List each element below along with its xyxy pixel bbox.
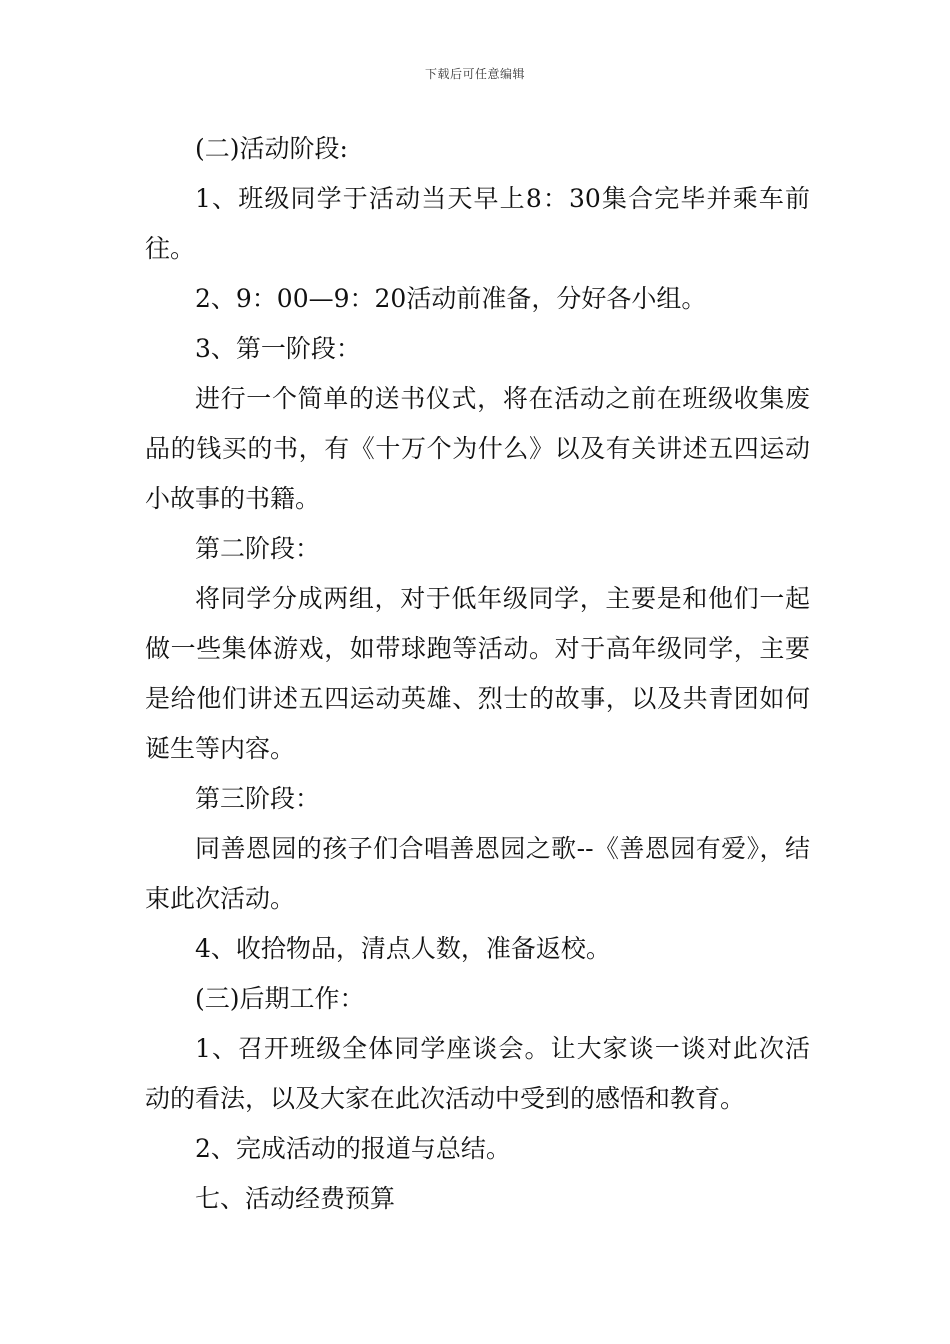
paragraph-12: 1、召开班级全体同学座谈会。让大家谈一谈对此次活动的看法，以及大家在此次活动中受到的感悟和教育。 bbox=[145, 1034, 810, 1113]
paragraph-1: (二)活动阶段: bbox=[195, 134, 348, 163]
paragraph-7: 将同学分成两组，对于低年级同学，主要是和他们一起做一些集体游戏，如带球跑等活动。对于高年级同学，主要是给他们讲述五四运动英雄、烈士的故事，以及共青团如何诞生等内容。 bbox=[145, 584, 810, 763]
paragraph-11: (三)后期工作： bbox=[195, 984, 365, 1013]
paragraph-5: 进行一个简单的送书仪式，将在活动之前在班级收集废品的钱买的书，有《十万个为什么》以及有关讲述五四运动小故事的书籍。 bbox=[145, 384, 810, 513]
paragraph-10: 4、收拾物品，清点人数，准备返校。 bbox=[195, 934, 611, 963]
paragraph-4: 3、第一阶段： bbox=[195, 334, 361, 363]
page-header-note: 下载后可任意编辑 bbox=[424, 67, 525, 81]
paragraph-13: 2、完成活动的报道与总结。 bbox=[195, 1134, 511, 1163]
paragraph-2: 1、班级同学于活动当天早上8：30集合完毕并乘车前往。 bbox=[145, 184, 810, 263]
paragraph-9: 同善恩园的孩子们合唱善恩园之歌--《善恩园有爱》，结束此次活动。 bbox=[145, 834, 810, 913]
paragraph-14: 七、活动经费预算 bbox=[195, 1184, 396, 1213]
paragraph-3: 2、9：00—9：20活动前准备，分好各小组。 bbox=[195, 284, 707, 313]
paragraph-8: 第三阶段： bbox=[195, 784, 321, 813]
document-body bbox=[145, 124, 810, 1224]
paragraph-6: 第二阶段： bbox=[195, 534, 321, 563]
